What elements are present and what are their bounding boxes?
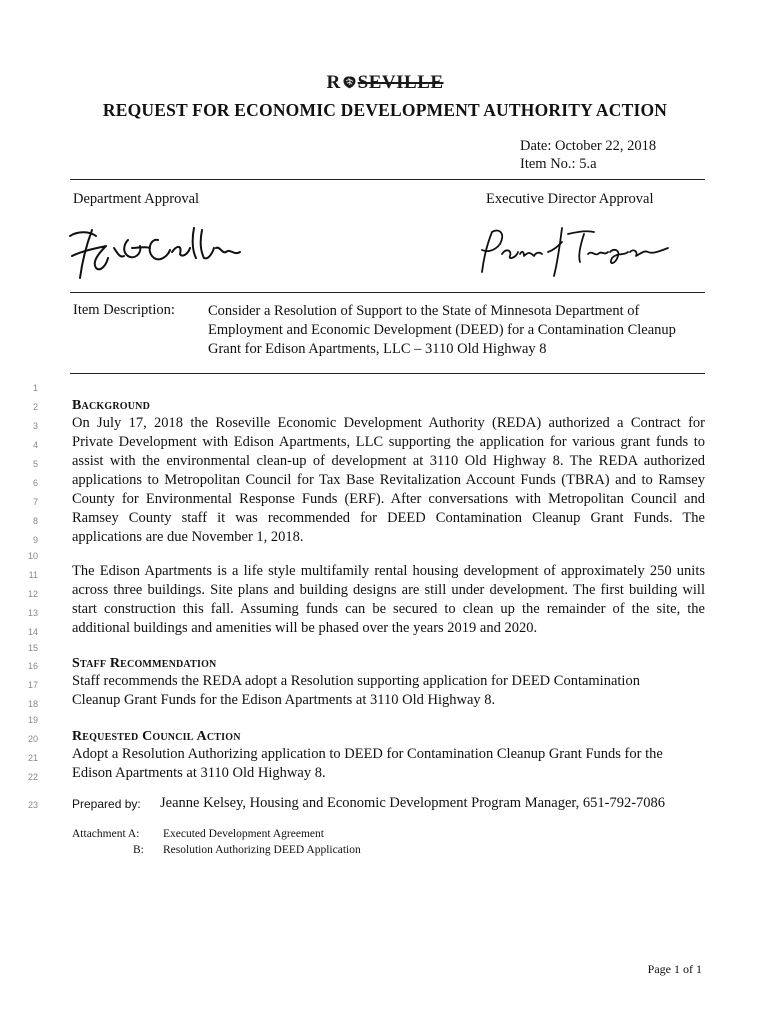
- divider-bottom: [70, 373, 705, 374]
- divider-middle: [70, 292, 705, 293]
- line-number: 10: [27, 551, 38, 561]
- line-number: 14: [27, 627, 38, 637]
- line-number: 21: [27, 753, 38, 763]
- document-title: REQUEST FOR ECONOMIC DEVELOPMENT AUTHORITY ACTION: [102, 100, 668, 120]
- requested-action-line: Edison Apartments at 3110 Old Highway 8.: [72, 765, 326, 781]
- background-paragraph2-line: additional buildings and amenities will be phased over the years 2019 and 2020.: [72, 620, 538, 636]
- requested-action-heading: Requested Council Action: [72, 729, 241, 744]
- line-number: 8: [32, 516, 38, 526]
- staff-recommendation-heading: Staff Recommendation: [72, 656, 217, 671]
- background-paragraph2-line: start construction this fall. Assuming funds can be secured to clean up the remainder of the site, the: [72, 601, 705, 617]
- background-paragraph2-line: across three buildings. Site plans and building designs are still under development. The first building will: [72, 582, 705, 598]
- background-line: Ramsey County staff it was recommended for DEED Contamination Cleanup Grant Funds. The: [72, 510, 705, 526]
- executive-director-signature: [458, 222, 678, 282]
- line-number: 19: [27, 715, 38, 725]
- background-paragraph2-line: The Edison Apartments is a life style multifamily rental housing development of approximately 250 units: [72, 563, 705, 579]
- department-approval-label: Department Approval: [73, 191, 200, 207]
- line-number: 18: [27, 699, 38, 709]
- attachment-a-item: Executed Development Agreement: [163, 828, 324, 840]
- staff-recommendation-line: Staff recommends the REDA adopt a Resolution supporting application for DEED Contamination: [72, 673, 640, 689]
- prepared-by-text: Jeanne Kelsey, Housing and Economic Development Program Manager, 651-792-7086: [160, 795, 666, 811]
- attachment-b-item: Resolution Authorizing DEED Application: [163, 844, 361, 856]
- meeting-date: Date: October 22, 2018: [520, 138, 657, 154]
- item-number: Item No.: 5.a: [520, 156, 597, 172]
- line-number: 16: [27, 661, 38, 671]
- line-number: 12: [27, 589, 38, 599]
- background-line: applications to Metropolitan Council for Tax Base Revitalization Account Funds (TBRA) and to Ramsey: [72, 472, 705, 488]
- item-description-line: Consider a Resolution of Support to the State of Minnesota Department of: [208, 303, 640, 319]
- line-number: 17: [27, 680, 38, 690]
- line-number: 15: [27, 643, 38, 653]
- line-number: 4: [32, 440, 38, 450]
- line-number: 13: [27, 608, 38, 618]
- background-line: On July 17, 2018 the Roseville Economic Development Authority (REDA) authorized a Contract for: [72, 415, 705, 431]
- line-number: 11: [28, 570, 38, 580]
- line-number: 2: [32, 402, 38, 412]
- line-number: 3: [32, 421, 38, 431]
- attachment-b-label: B:: [133, 844, 144, 856]
- item-description-line: Employment and Economic Development (DEED) for a Contamination Cleanup: [208, 322, 676, 338]
- department-signature: [62, 218, 262, 288]
- line-number: 1: [32, 383, 38, 393]
- line-number: 7: [32, 497, 38, 507]
- requested-action-line: Adopt a Resolution Authorizing application to DEED for Contamination Cleanup Grant Funds for the: [72, 746, 663, 762]
- item-description-text: [208, 302, 708, 359]
- background-line: Private Development with Edison Apartments, LLC supporting the application for various grant funds to: [72, 434, 705, 450]
- line-number: 22: [27, 772, 38, 782]
- attachment-a-label: Attachment A:: [72, 828, 140, 840]
- page-number: Page 1 of 1: [647, 962, 702, 976]
- logo-wordmark: SEVILLE: [357, 72, 444, 93]
- rose-icon: [341, 75, 358, 90]
- background-line: applications are due November 1, 2018.: [72, 529, 304, 545]
- roseville-logo: [0, 72, 770, 94]
- staff-recommendation-line: Cleanup Grant Funds for the Edison Apartments at 3110 Old Highway 8.: [72, 692, 496, 708]
- background-line: County for Environmental Response Funds (ERF). After conversations with Metropolitan Council and: [72, 491, 705, 507]
- item-description-label: Item Description:: [73, 302, 175, 318]
- line-number: 9: [32, 535, 38, 545]
- background-heading: Background: [72, 398, 151, 413]
- item-description-line: Grant for Edison Apartments, LLC – 3110 Old Highway 8: [208, 341, 547, 357]
- executive-approval-label: Executive Director Approval: [486, 191, 654, 207]
- divider-top: [70, 179, 705, 180]
- line-number: 5: [32, 459, 38, 469]
- logo-letter-r: R: [326, 72, 341, 93]
- line-number: 20: [27, 734, 38, 744]
- line-number: 6: [32, 478, 38, 488]
- prepared-by-label: Prepared by:: [72, 797, 141, 811]
- background-line: assist with the environmental clean-up of development at 3110 Old Highway 8. The REDA authorized: [72, 453, 705, 469]
- line-number: 23: [27, 800, 38, 810]
